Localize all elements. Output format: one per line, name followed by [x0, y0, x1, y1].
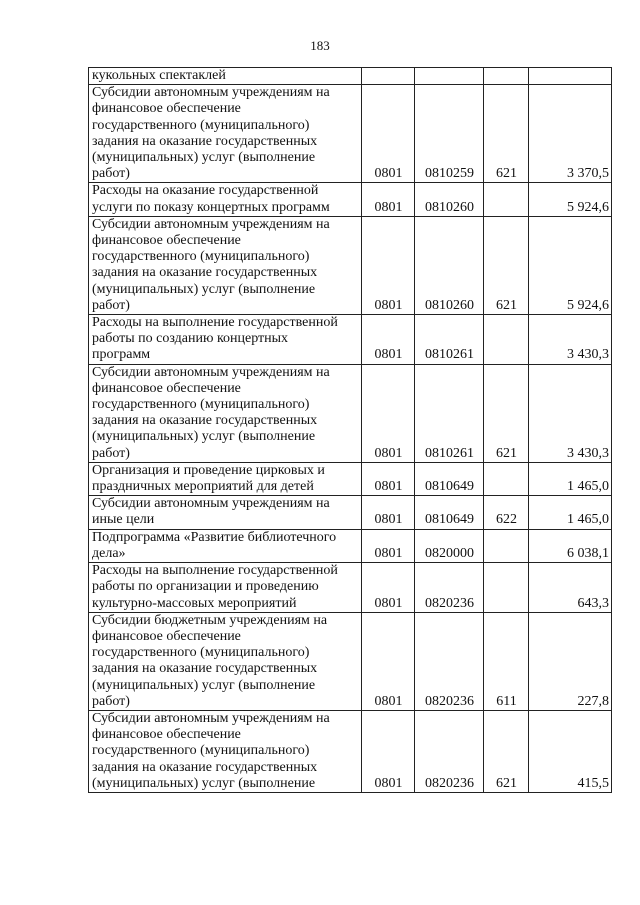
target-article-code: 0810261 — [415, 315, 484, 365]
expense-type-code — [484, 315, 529, 365]
description-line: Субсидии автономным учреждениям на — [92, 216, 330, 232]
row-description — [89, 563, 362, 613]
target-article-code: 0810649 — [415, 462, 484, 495]
description-line: кукольных спектаклей — [92, 68, 226, 83]
target-article-code: 0820236 — [415, 612, 484, 710]
description-line: работы по организации и проведению — [92, 579, 319, 595]
expense-type-code — [484, 183, 529, 216]
description-line: (муниципальных) услуг (выполнение — [92, 677, 316, 693]
description-line: (муниципальных) услуг (выполнение — [92, 775, 316, 791]
description-line: Расходы на выполнение государственной — [92, 563, 338, 579]
expense-type-code: 622 — [484, 496, 529, 529]
description-line: программ — [92, 347, 151, 363]
description-line: Субсидии автономным учреждениям на — [92, 364, 330, 380]
target-article-code: 0810260 — [415, 216, 484, 314]
target-article-code — [415, 68, 484, 85]
description-line: (муниципальных) услуг (выполнение — [92, 150, 316, 166]
amount-value: 643,3 — [529, 563, 612, 613]
description-line: работ) — [92, 166, 130, 182]
description-line: (муниципальных) услуг (выполнение — [92, 281, 316, 297]
description-line: государственного (муниципального) — [92, 645, 310, 661]
description-line: Субсидии бюджетным учреждениям на — [92, 612, 328, 628]
amount-value: 3 370,5 — [529, 85, 612, 183]
table-row — [89, 183, 612, 216]
section-code: 0801 — [362, 216, 415, 314]
section-code: 0801 — [362, 183, 415, 216]
budget-table — [88, 67, 612, 793]
table-row — [89, 68, 612, 85]
amount-value: 3 430,3 — [529, 315, 612, 365]
amount-value: 1 465,0 — [529, 462, 612, 495]
description-line: государственного (муниципального) — [92, 249, 310, 265]
row-description — [89, 529, 362, 562]
amount-value: 1 465,0 — [529, 496, 612, 529]
description-line: работ) — [92, 445, 130, 461]
table-row — [89, 364, 612, 462]
table-row — [89, 710, 612, 792]
section-code: 0801 — [362, 315, 415, 365]
row-description — [89, 364, 362, 462]
row-description — [89, 183, 362, 216]
table-row — [89, 216, 612, 314]
section-code: 0801 — [362, 563, 415, 613]
description-line: задания на оказание государственных — [92, 413, 318, 429]
target-article-code: 0810260 — [415, 183, 484, 216]
description-line: работы по созданию концертных — [92, 331, 289, 347]
section-code: 0801 — [362, 364, 415, 462]
description-line: иные цели — [92, 512, 155, 528]
description-line: Субсидии автономным учреждениям на — [92, 85, 330, 101]
description-line: финансовое обеспечение — [92, 380, 241, 396]
page-number: 183 — [310, 38, 330, 53]
amount-value: 6 038,1 — [529, 529, 612, 562]
table-row — [89, 85, 612, 183]
expense-type-code: 621 — [484, 710, 529, 792]
amount-value — [529, 68, 612, 85]
table-row — [89, 529, 612, 562]
description-line: Субсидии автономным учреждениям на — [92, 710, 330, 726]
row-description — [89, 216, 362, 314]
target-article-code: 0820000 — [415, 529, 484, 562]
section-code: 0801 — [362, 612, 415, 710]
table-row — [89, 563, 612, 613]
target-article-code: 0810261 — [415, 364, 484, 462]
description-line: задания на оказание государственных — [92, 265, 318, 281]
description-line: финансовое обеспечение — [92, 727, 241, 743]
target-article-code: 0820236 — [415, 563, 484, 613]
section-code: 0801 — [362, 462, 415, 495]
table-row — [89, 462, 612, 495]
section-code: 0801 — [362, 496, 415, 529]
section-code — [362, 68, 415, 85]
section-code: 0801 — [362, 710, 415, 792]
description-line: финансовое обеспечение — [92, 628, 241, 644]
expense-type-code — [484, 68, 529, 85]
description-line: (муниципальных) услуг (выполнение — [92, 429, 316, 445]
description-line: работ) — [92, 693, 130, 709]
description-line: задания на оказание государственных — [92, 133, 318, 149]
target-article-code: 0810259 — [415, 85, 484, 183]
description-line: задания на оказание государственных — [92, 661, 318, 677]
description-line: государственного (муниципального) — [92, 397, 310, 413]
table-row — [89, 496, 612, 529]
description-line: Организация и проведение цирковых и — [92, 462, 325, 478]
expense-type-code: 621 — [484, 216, 529, 314]
table-row — [89, 315, 612, 365]
description-line: Подпрограмма «Развитие библиотечного — [92, 529, 337, 545]
row-description — [89, 612, 362, 710]
description-line: дела» — [92, 545, 126, 561]
expense-type-code: 621 — [484, 85, 529, 183]
description-line: финансовое обеспечение — [92, 101, 241, 117]
section-code: 0801 — [362, 85, 415, 183]
description-line: Расходы на оказание государственной — [92, 183, 319, 199]
row-description — [89, 85, 362, 183]
amount-value: 3 430,3 — [529, 364, 612, 462]
row-description — [89, 496, 362, 529]
description-line: праздничных мероприятий для детей — [92, 479, 314, 495]
expense-type-code — [484, 462, 529, 495]
target-article-code: 0810649 — [415, 496, 484, 529]
expense-type-code: 611 — [484, 612, 529, 710]
description-line: Расходы на выполнение государственной — [92, 315, 338, 331]
budget-table-body — [89, 68, 612, 793]
description-line: финансовое обеспечение — [92, 233, 241, 249]
description-line: культурно-массовых мероприятий — [92, 595, 297, 611]
description-line: Субсидии автономным учреждениям на — [92, 496, 330, 512]
target-article-code: 0820236 — [415, 710, 484, 792]
section-code: 0801 — [362, 529, 415, 562]
amount-value: 5 924,6 — [529, 183, 612, 216]
amount-value: 227,8 — [529, 612, 612, 710]
row-description — [89, 462, 362, 495]
description-line: государственного (муниципального) — [92, 117, 310, 133]
amount-value: 415,5 — [529, 710, 612, 792]
description-line: государственного (муниципального) — [92, 743, 310, 759]
description-line: работ) — [92, 297, 130, 313]
description-line: задания на оказание государственных — [92, 759, 318, 775]
table-row — [89, 612, 612, 710]
expense-type-code — [484, 529, 529, 562]
expense-type-code — [484, 563, 529, 613]
description-line: услуги по показу концертных программ — [92, 199, 330, 215]
amount-value: 5 924,6 — [529, 216, 612, 314]
row-description — [89, 68, 362, 85]
row-description — [89, 710, 362, 792]
row-description — [89, 315, 362, 365]
expense-type-code: 621 — [484, 364, 529, 462]
